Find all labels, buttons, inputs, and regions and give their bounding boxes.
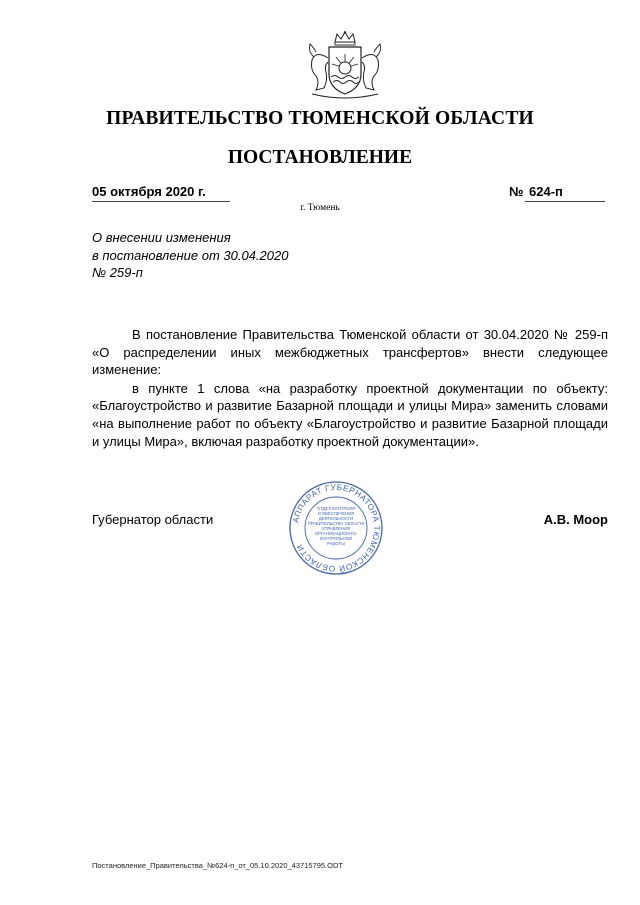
svg-text:УПРАВЛЕНИЯ: УПРАВЛЕНИЯ xyxy=(321,526,351,531)
document-subject xyxy=(92,229,392,282)
official-stamp xyxy=(288,480,384,576)
svg-text:КОНТРОЛЬНОЙ: КОНТРОЛЬНОЙ xyxy=(320,536,352,541)
document-type-title: ПОСТАНОВЛЕНИЕ xyxy=(227,147,413,168)
svg-text:ОРГАНИЗАЦИОННО-: ОРГАНИЗАЦИОННО- xyxy=(314,531,358,536)
svg-text:И ОБЕСПЕЧЕНИЯ: И ОБЕСПЕЧЕНИЯ xyxy=(317,511,355,516)
number-sign: № xyxy=(509,184,524,199)
number-value: 624-п xyxy=(525,184,605,202)
svg-text:ОТДЕЛ КОНТРОЛЯ: ОТДЕЛ КОНТРОЛЯ xyxy=(316,506,356,511)
svg-text:ПРАВИТЕЛЬСТВА ОБЛАСТИ: ПРАВИТЕЛЬСТВА ОБЛАСТИ xyxy=(307,521,365,526)
document-number xyxy=(509,184,605,202)
subject-line: в постановление от 30.04.2020 xyxy=(92,247,289,263)
stamp-inner-text xyxy=(308,506,365,546)
body-paragraph: В постановление Правительства Тюменской области от 30.04.2020 № 259-п «О распределении иных межбюджетных трансфертов» внести следующее изменение: xyxy=(92,327,608,378)
signer-name: А.В. Моор xyxy=(543,512,608,527)
document-body xyxy=(92,326,608,450)
government-title: ПРАВИТЕЛЬСТВО ТЮМЕНСКОЙ ОБЛАСТИ xyxy=(106,108,534,129)
signer-title: Губернатор области xyxy=(92,512,214,527)
document-date: 05 октября 2020 г. xyxy=(92,184,230,202)
svg-text:РАБОТЫ: РАБОТЫ xyxy=(327,541,345,546)
footer-filename: Постановление_Правительства_№624-п_от_05.10.2020_43715795.ODT xyxy=(92,861,343,870)
stamp-outer-text: АППАРАТ ГУБЕРНАТОРА ТЮМЕНСКОЙ ОБЛАСТИ xyxy=(291,482,382,574)
document-city: г. Тюмень xyxy=(300,203,340,213)
subject-line: № 259-п xyxy=(92,265,143,280)
coat-of-arms-icon xyxy=(302,30,388,102)
body-paragraph: в пункте 1 слова «на разработку проектной документации по объекту: «Благоустройство и развитие Базарной площади и улицы Мира» заменить словами «на выполнение работ по объекту «Благоустройство и развитие Базарной площади и улицы Мира», включая разработку проектной документации». xyxy=(92,380,608,449)
subject-line: О внесении изменения xyxy=(92,230,231,245)
svg-text:ДЕЯТЕЛЬНОСТИ: ДЕЯТЕЛЬНОСТИ xyxy=(318,516,354,521)
